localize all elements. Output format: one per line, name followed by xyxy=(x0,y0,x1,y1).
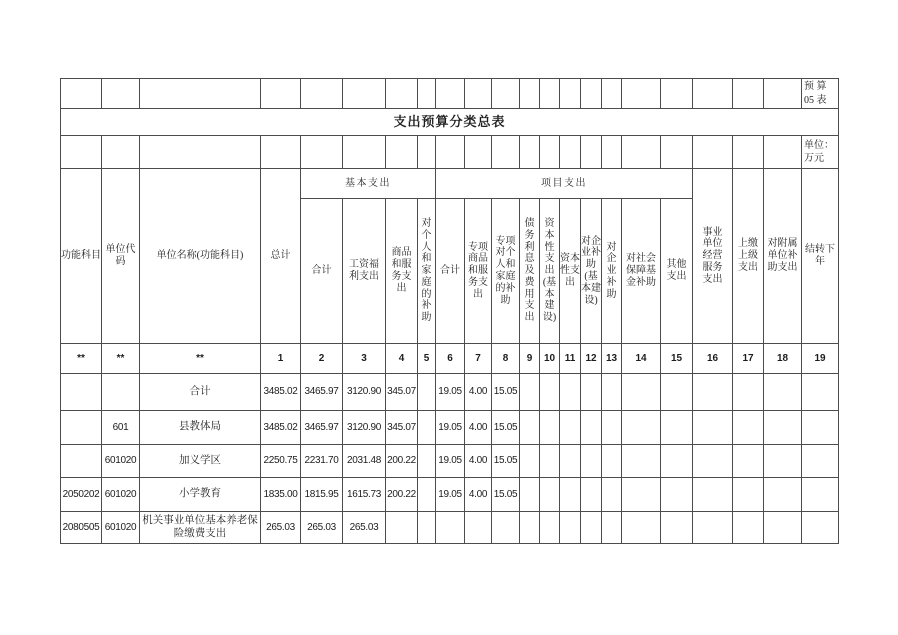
value-cell xyxy=(693,374,733,411)
value-cell xyxy=(693,445,733,478)
col-header-grand-total: 总计 xyxy=(261,169,301,344)
value-cell xyxy=(802,374,839,411)
value-cell xyxy=(540,445,560,478)
unit-name-cell: 加义学区 xyxy=(140,445,261,478)
value-cell xyxy=(418,411,436,445)
col-header-individual-family-subsidy: 对个人和家庭的补助 xyxy=(418,199,436,344)
index-cell: 16 xyxy=(693,344,733,374)
form-code-row xyxy=(61,79,839,109)
empty-cell xyxy=(418,136,436,169)
empty-cell xyxy=(764,79,802,109)
value-cell xyxy=(436,512,465,544)
value-cell xyxy=(622,478,661,512)
index-cell: 13 xyxy=(602,344,622,374)
value-cell: 15.05 xyxy=(492,478,520,512)
value-cell xyxy=(733,411,764,445)
unit-name-cell: 县教体局 xyxy=(140,411,261,445)
index-cell: 8 xyxy=(492,344,520,374)
index-cell: 2 xyxy=(301,344,343,374)
unit-code-cell: 601020 xyxy=(102,512,140,544)
empty-cell xyxy=(386,79,418,109)
empty-cell xyxy=(733,136,764,169)
unit-code-cell: 601 xyxy=(102,411,140,445)
empty-cell xyxy=(693,136,733,169)
value-cell: 265.03 xyxy=(261,512,301,544)
value-cell xyxy=(622,411,661,445)
value-cell xyxy=(540,478,560,512)
value-cell: 265.03 xyxy=(343,512,386,544)
table-row-pension-contribution xyxy=(61,512,839,544)
value-cell xyxy=(581,445,602,478)
index-cell: 18 xyxy=(764,344,802,374)
value-cell xyxy=(465,512,492,544)
index-cell: 12 xyxy=(581,344,602,374)
unit-code-cell: 601020 xyxy=(102,478,140,512)
value-cell xyxy=(560,411,581,445)
value-cell: 2231.70 xyxy=(301,445,343,478)
value-cell xyxy=(764,374,802,411)
empty-cell xyxy=(622,79,661,109)
value-cell xyxy=(661,478,693,512)
empty-cell xyxy=(492,136,520,169)
value-cell xyxy=(581,478,602,512)
empty-cell xyxy=(733,79,764,109)
col-header-basic-total: 合计 xyxy=(301,199,343,344)
col-header-enterprise-subsidy: 对企业补助 xyxy=(602,199,622,344)
value-cell xyxy=(764,478,802,512)
table-row-primary-education xyxy=(61,478,839,512)
col-header-capital-construction: 资本性支出(基本建设) xyxy=(540,199,560,344)
empty-cell xyxy=(602,136,622,169)
value-cell xyxy=(764,445,802,478)
title-row xyxy=(61,109,839,136)
empty-cell xyxy=(540,136,560,169)
value-cell xyxy=(661,374,693,411)
value-cell: 3120.90 xyxy=(343,374,386,411)
value-cell xyxy=(386,512,418,544)
value-cell: 19.05 xyxy=(436,445,465,478)
form-code-badge xyxy=(802,79,839,109)
empty-cell xyxy=(520,136,540,169)
index-cell: 5 xyxy=(418,344,436,374)
value-cell: 3120.90 xyxy=(343,411,386,445)
table-row-total xyxy=(61,374,839,411)
value-cell: 19.05 xyxy=(436,374,465,411)
unit-label-line2: 万元 xyxy=(804,153,824,164)
value-cell xyxy=(802,411,839,445)
value-cell xyxy=(520,512,540,544)
col-header-operating-service: 事业单位经营服务支出 xyxy=(693,169,733,344)
value-cell xyxy=(418,512,436,544)
func-code-cell: 2050202 xyxy=(61,478,102,512)
value-cell xyxy=(560,512,581,544)
empty-cell xyxy=(693,79,733,109)
index-cell: 11 xyxy=(560,344,581,374)
value-cell xyxy=(602,512,622,544)
value-cell xyxy=(802,478,839,512)
value-cell: 3485.02 xyxy=(261,411,301,445)
index-cell: ** xyxy=(102,344,140,374)
value-cell: 15.05 xyxy=(492,374,520,411)
form-code-line2: 05 表 xyxy=(804,94,827,106)
value-cell xyxy=(602,374,622,411)
empty-cell xyxy=(581,136,602,169)
empty-cell xyxy=(764,136,802,169)
index-cell: 6 xyxy=(436,344,465,374)
empty-cell xyxy=(661,79,693,109)
col-header-special-goods-services: 专项商品和服务支出 xyxy=(465,199,492,344)
unit-name-cell: 机关事业单位基本养老保险缴费支出 xyxy=(140,512,261,544)
value-cell xyxy=(520,445,540,478)
value-cell xyxy=(661,512,693,544)
empty-cell xyxy=(343,136,386,169)
col-header-capital: 资本性支出 xyxy=(560,199,581,344)
index-cell: 17 xyxy=(733,344,764,374)
func-code-cell xyxy=(61,374,102,411)
value-cell: 3485.02 xyxy=(261,374,301,411)
value-cell xyxy=(693,512,733,544)
value-cell xyxy=(602,445,622,478)
value-cell: 345.07 xyxy=(386,374,418,411)
value-cell xyxy=(733,374,764,411)
empty-cell xyxy=(465,136,492,169)
value-cell xyxy=(764,512,802,544)
col-header-debt-interest: 债务利息及费用支出 xyxy=(520,199,540,344)
value-cell: 4.00 xyxy=(465,478,492,512)
index-cell: 3 xyxy=(343,344,386,374)
empty-cell xyxy=(102,136,140,169)
col-header-carryover: 结转下年 xyxy=(802,169,839,344)
value-cell xyxy=(622,445,661,478)
empty-cell xyxy=(301,136,343,169)
empty-cell xyxy=(540,79,560,109)
value-cell: 4.00 xyxy=(465,445,492,478)
col-header-social-security-fund: 对社会保障基金补助 xyxy=(622,199,661,344)
value-cell xyxy=(802,445,839,478)
group-header-basic-expenditure: 基本支出 xyxy=(301,169,436,199)
col-header-goods-services: 商品和服务支出 xyxy=(386,199,418,344)
empty-cell xyxy=(140,136,261,169)
func-code-cell xyxy=(61,411,102,445)
table-row-bureau xyxy=(61,411,839,445)
column-index-row xyxy=(61,344,839,374)
unit-name-cell: 小学教育 xyxy=(140,478,261,512)
empty-cell xyxy=(581,79,602,109)
empty-cell xyxy=(436,79,465,109)
empty-cell xyxy=(602,79,622,109)
value-cell xyxy=(733,445,764,478)
value-cell: 15.05 xyxy=(492,411,520,445)
col-header-unit-name: 单位名称(功能科目) xyxy=(140,169,261,344)
empty-cell xyxy=(661,136,693,169)
value-cell: 1615.73 xyxy=(343,478,386,512)
page-title: 支出预算分类总表 xyxy=(61,109,839,136)
empty-cell xyxy=(520,79,540,109)
col-header-unit-code: 单位代码 xyxy=(102,169,140,344)
unit-label xyxy=(802,136,839,169)
unit-name-cell: 合计 xyxy=(140,374,261,411)
value-cell xyxy=(622,512,661,544)
value-cell xyxy=(540,411,560,445)
unit-row xyxy=(61,136,839,169)
index-cell: 15 xyxy=(661,344,693,374)
value-cell xyxy=(581,411,602,445)
index-cell: 14 xyxy=(622,344,661,374)
unit-label-line1: 单位： xyxy=(804,139,834,151)
value-cell: 19.05 xyxy=(436,478,465,512)
value-cell: 200.22 xyxy=(386,445,418,478)
index-cell: 9 xyxy=(520,344,540,374)
budget-table xyxy=(60,78,839,544)
value-cell: 265.03 xyxy=(301,512,343,544)
col-header-project-total: 合计 xyxy=(436,199,465,344)
empty-cell xyxy=(560,136,581,169)
col-header-special-individual-family: 专项对个人和家庭的补助 xyxy=(492,199,520,344)
empty-cell xyxy=(301,79,343,109)
empty-cell xyxy=(261,136,301,169)
empty-cell xyxy=(102,79,140,109)
value-cell: 1815.95 xyxy=(301,478,343,512)
value-cell xyxy=(418,478,436,512)
col-header-other-expenditure: 其他支出 xyxy=(661,199,693,344)
empty-cell xyxy=(418,79,436,109)
unit-code-cell: 601020 xyxy=(102,445,140,478)
table-row-district xyxy=(61,445,839,478)
value-cell xyxy=(520,374,540,411)
unit-code-cell xyxy=(102,374,140,411)
col-header-enterprise-subsidy-construction: 对企业补助(基本建设) xyxy=(581,199,602,344)
value-cell xyxy=(693,411,733,445)
empty-cell xyxy=(261,79,301,109)
form-code-line1: 预 算 xyxy=(804,81,827,92)
col-header-paid-to-superior: 上缴上级支出 xyxy=(733,169,764,344)
value-cell xyxy=(540,374,560,411)
index-cell: 7 xyxy=(465,344,492,374)
empty-cell xyxy=(622,136,661,169)
empty-cell xyxy=(492,79,520,109)
group-header-row xyxy=(61,169,839,199)
empty-cell xyxy=(560,79,581,109)
value-cell: 3465.97 xyxy=(301,411,343,445)
func-code-cell xyxy=(61,445,102,478)
empty-cell xyxy=(61,136,102,169)
empty-cell xyxy=(140,79,261,109)
empty-cell xyxy=(343,79,386,109)
index-cell: ** xyxy=(61,344,102,374)
empty-cell xyxy=(465,79,492,109)
value-cell xyxy=(802,512,839,544)
value-cell: 1835.00 xyxy=(261,478,301,512)
index-cell: 10 xyxy=(540,344,560,374)
value-cell xyxy=(602,411,622,445)
value-cell xyxy=(581,512,602,544)
value-cell xyxy=(661,445,693,478)
value-cell xyxy=(560,445,581,478)
value-cell xyxy=(733,512,764,544)
index-cell: 1 xyxy=(261,344,301,374)
value-cell xyxy=(520,478,540,512)
index-cell: 19 xyxy=(802,344,839,374)
func-code-cell: 2080505 xyxy=(61,512,102,544)
col-header-wages-welfare: 工资福利支出 xyxy=(343,199,386,344)
value-cell: 4.00 xyxy=(465,411,492,445)
value-cell xyxy=(560,374,581,411)
value-cell xyxy=(492,512,520,544)
value-cell xyxy=(602,478,622,512)
group-header-project-expenditure: 项目支出 xyxy=(436,169,693,199)
value-cell: 345.07 xyxy=(386,411,418,445)
value-cell xyxy=(418,374,436,411)
empty-cell xyxy=(386,136,418,169)
col-header-subsidy-affiliated: 对附属单位补助支出 xyxy=(764,169,802,344)
empty-cell xyxy=(61,79,102,109)
value-cell: 4.00 xyxy=(465,374,492,411)
value-cell xyxy=(622,374,661,411)
value-cell xyxy=(581,374,602,411)
value-cell xyxy=(540,512,560,544)
value-cell: 2031.48 xyxy=(343,445,386,478)
value-cell: 3465.97 xyxy=(301,374,343,411)
value-cell: 200.22 xyxy=(386,478,418,512)
empty-cell xyxy=(436,136,465,169)
value-cell xyxy=(560,478,581,512)
value-cell xyxy=(520,411,540,445)
index-cell: 4 xyxy=(386,344,418,374)
value-cell xyxy=(733,478,764,512)
index-cell: ** xyxy=(140,344,261,374)
value-cell xyxy=(661,411,693,445)
value-cell xyxy=(764,411,802,445)
value-cell: 15.05 xyxy=(492,445,520,478)
value-cell: 2250.75 xyxy=(261,445,301,478)
value-cell: 19.05 xyxy=(436,411,465,445)
value-cell xyxy=(693,478,733,512)
col-header-func-subject: 功能科目 xyxy=(61,169,102,344)
value-cell xyxy=(418,445,436,478)
